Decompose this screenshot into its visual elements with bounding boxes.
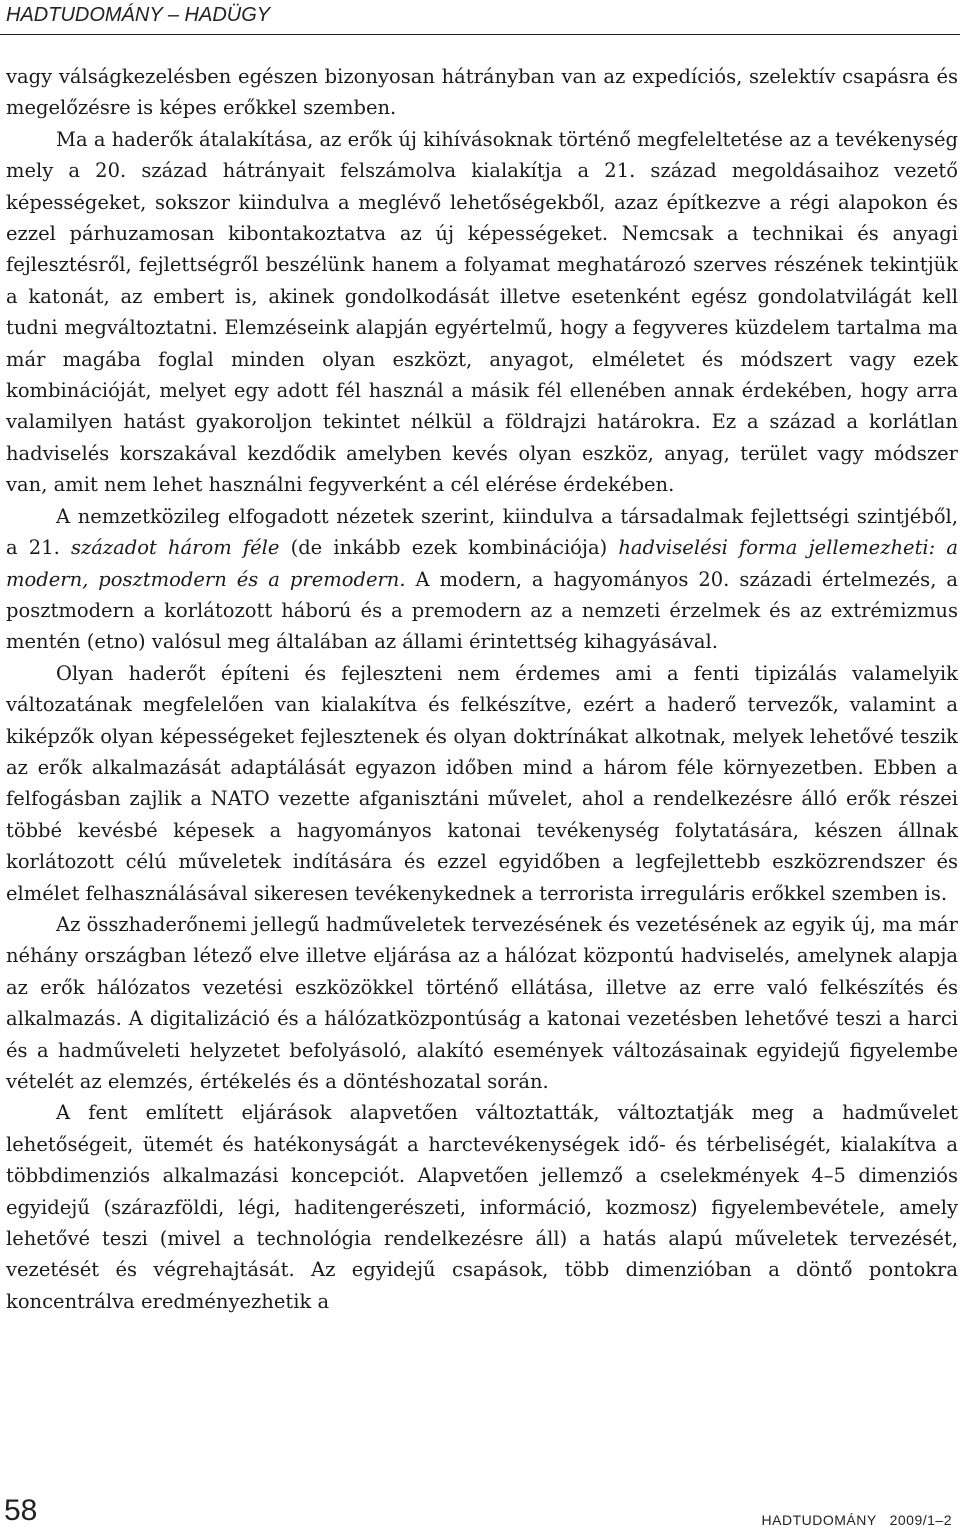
paragraph (6, 1097, 958, 1317)
page-number: 58 (4, 1494, 38, 1527)
text-run: vagy válságkezelésben egészen bizonyosan hátrányban van az expedíciós, szelektív csapásra és megelőzésre is képes erőkkel szemben. (6, 65, 958, 120)
article-body (6, 61, 958, 1317)
italic-text: századot három féle (70, 536, 280, 560)
text-run: (de inkább ezek kombinációja) (279, 536, 619, 560)
italic-text: hadviselési forma jellemezheti: a modern, posztmodern és a premodern. (6, 536, 959, 591)
paragraph (6, 658, 958, 909)
text-run: Ma a haderők átalakítása, az erők új kihívásoknak történő megfeleltetése az a tevékenység mely a 20. század hátrányait felszámolva kialakítja a 21. század megoldásaihoz vezető képességeket, sokszor kiindulva a meglévő lehetőségekből, azaz építkezve a régi alapokon és ezzel párhuzamosan kibontakoztatva az új képességeket. Nemcsak a technikai és anyagi fejlesztésről, fejlettségről beszélünk hanem a folyamat meghatározó szerves részének tekintjük a katonát, az embert is, akinek gondolkodását illetve esetenként egész gondolatvilágát kell tudni megváltoztatni. Elemzéseink alapján egyértelmű, hogy a fegyveres küzdelem tartalma ma már magába foglal minden olyan eszközt, anyagot, elméletet és módszert vagy ezek kombinációját, melyet egy adott fél használ a másik fél ellenében annak érdekében, hogy arra valamilyen hatást gyakoroljon tekintet nélkül a földrajzi határokra. Ez a század a korlátlan hadviselés korszakával kezdődik amelyben kevés olyan eszköz, anyag, terület vagy módszer van, amit nem lehet használni fegyverként a cél elérése érdekében. (6, 127, 958, 497)
text-run: A fent említett eljárások alapvetően változtatták, változtatják meg a hadművelet lehetőségeit, ütemét és hatékonyságát a harctevékenységek idő- és térbeliségét, kialakítva a többdimenziós alkalmazási koncepciót. Alapvetően jellemző a cselekmények 4–5 dimenziós egyidejű (szárazföldi, légi, haditengerészeti, információ, kozmosz) figyelembevétele, amely lehetővé teszi (mivel a technológia rendelkezésre áll) a hatás alapú műveletek tervezését, vezetését és végrehajtását. Az egyidejű csapások, több dimenzióban a döntő pontokra koncentrálva eredményezhetik a (6, 1101, 958, 1313)
paragraph (6, 61, 958, 124)
text-run: A modern, a hagyományos 20. századi értelmezés, a posztmodern a korlátozott háború és a premodern az a nemzeti érzelmek és az extrémizmus mentén (etno) valósul meg általában az állami érintettség kihagyásával. (6, 567, 958, 654)
paragraph (6, 909, 958, 1097)
text-run: Olyan haderőt építeni és fejleszteni nem érdemes ami a fenti tipizálás valamelyik változatának megfelelően van kialakítva és felkészítve, ezért a haderő tervezők, valamint a kiképzők olyan képességeket fejlesztenek és olyan doktrínákat alkotnak, melyek lehetővé teszik az erők alkalmazását adaptálását egyazon időben mind a három féle környezetben. Ebben a felfogásban zajlik a NATO vezette afganisztáni művelet, ahol a rendelkezésre álló erők részei többé kevésbé képesek a hagyományos katonai tevékenység folytatására, készen állnak korlátozott célú műveletek indítására és ezzel egyidőben a legfejlettebb eszközrendszer és elmélet felhasználásával sikeresen tevékenykednek a terrorista irreguláris erőkkel szemben is. (6, 661, 958, 905)
paragraph (6, 124, 958, 501)
text-run: A nemzetközileg elfogadott nézetek szerint, kiindulva a társadalmak fejlettségi szintjéből, a 21. (6, 504, 958, 560)
journal-issue: HADTUDOMÁNY 2009/1–2 (761, 1512, 952, 1528)
text-run: Az összhaderőnemi jellegű hadműveletek tervezésének és vezetésének az egyik új, ma már néhány országban létező elve illetve eljárása az a hálózat központú hadviselés, amelynek alapja az erők hálózatos vezetési eszközökkel történő ellátása, illetve az erre való felkészítés és alkalmazás. A digitalizáció és a hálózatközpontúság a katonai vezetésben lehetővé teszi a harci és a hadműveleti helyzetet befolyásoló, alakító események változásainak egyidejű figyelembe vételét az elemzés, értékelés és a döntéshozatal során. (6, 912, 958, 1093)
running-title: HADTUDOMÁNY – HADÜGY (6, 4, 271, 26)
running-header (0, 0, 960, 35)
paragraph (6, 501, 958, 658)
